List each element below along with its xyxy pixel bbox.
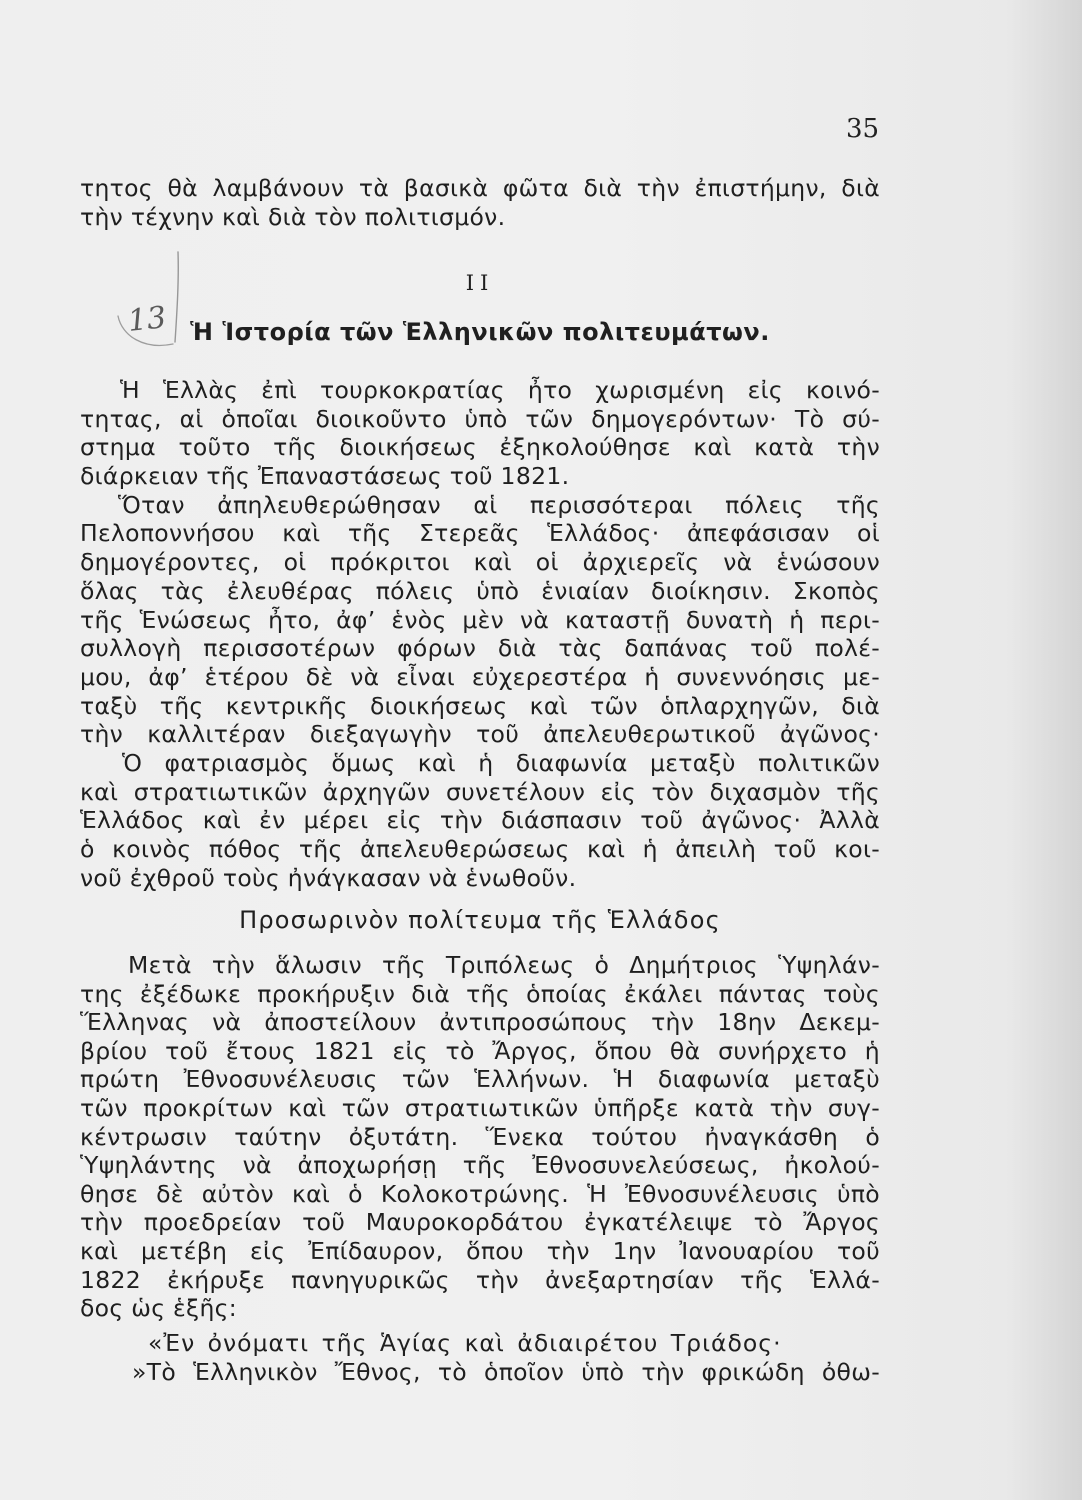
text-line: τῶν προκρίτων καὶ τῶν στρατιωτικῶν ὑπῆρξε κατὰ τὴν συγ- — [80, 1093, 880, 1122]
text-line: Μετὰ τὴν ἅλωσιν τῆς Τριπόλεως ὁ Δημήτριος Ὑψηλάν- — [128, 951, 880, 979]
text-line: νοῦ ἐχθροῦ τοὺς ἠνάγκασαν νὰ ἑνωθοῦν. — [80, 863, 577, 892]
margin-note: 13 — [126, 300, 168, 339]
text-line: μου, ἀφ’ ἑτέρου δὲ νὰ εἶναι εὐχερεστέρα ἡ συνεννόησις με- — [80, 662, 880, 691]
text-line: τὴν τέχνην καὶ διὰ τὸν πολιτισμόν. — [80, 202, 506, 231]
text-line: συλλογὴ περισσοτέρων φόρων διὰ τὰς δαπάνας τοῦ πολέ- — [80, 634, 880, 663]
text-line: καὶ μετέβη εἰς Ἐπίδαυρον, ὅπου τὴν 1ην Ἰανουαρίου τοῦ — [80, 1236, 880, 1265]
text-line: στημα τοῦτο τῆς διοικήσεως ἐξηκολούθησε καὶ κατὰ τὴν — [80, 433, 880, 462]
text-line: της ἐξέδωκε προκήρυξιν διὰ τῆς ὁποίας ἐκάλει πάντας τοὺς — [80, 979, 880, 1008]
section-heading: Ἡ Ἱστορία τῶν Ἑλληνικῶν πολιτευμάτων. — [190, 318, 770, 346]
text-line: τῆς Ἑνώσεως ἦτο, ἀφ’ ἑνὸς μὲν νὰ καταστῇ δυνατὴ ἡ περι- — [80, 605, 880, 634]
text-line: τὴν προεδρείαν τοῦ Μαυροκορδάτου ἐγκατέλειψε τὸ Ἄργος — [80, 1208, 880, 1237]
text-line: τητας, αἱ ὁποῖαι διοικοῦντο ὑπὸ τῶν δημογερόντων· Τὸ σύ- — [80, 404, 880, 433]
section-number: ΙΙ — [465, 271, 495, 295]
text-line: τὴν καλλιτέραν διεξαγωγὴν τοῦ ἀπελευθερωτικοῦ ἀγῶνος· — [80, 720, 880, 749]
page-number: 35 — [846, 114, 880, 144]
text-line: δημογέροντες, οἱ πρόκριτοι καὶ οἱ ἀρχιερεῖς νὰ ἑνώσουν — [80, 548, 880, 577]
text-line: Ὁ φατριασμὸς ὅμως καὶ ἡ διαφωνία μεταξὺ πολιτικῶν — [122, 748, 880, 777]
quote-line: »Τὸ Ἑλληνικὸν Ἔθνος, τὸ ὁποῖον ὑπὸ τὴν φρικώδη ὀθω- — [132, 1358, 880, 1386]
quote-line: «Ἐν ὀνόματι τῆς Ἁγίας καὶ ἀδιαιρέτου Τριάδος· — [148, 1329, 782, 1357]
text-line: κέντρωσιν ταύτην ὀξυτάτη. Ἕνεκα τούτου ἠναγκάσθη ὁ — [80, 1122, 880, 1151]
text-line: 1822 ἐκήρυξε πανηγυρικῶς τὴν ἀνεξαρτησίαν τῆς Ἑλλά- — [80, 1265, 880, 1294]
text-line: ταξὺ τῆς κεντρικῆς διοικήσεως καὶ τῶν ὁπλαρχηγῶν, διὰ — [80, 691, 880, 720]
text-line: ὅλας τὰς ἐλευθέρας πόλεις ὑπὸ ἑνιαίαν διοίκησιν. Σκοπὸς — [80, 576, 880, 605]
continuation-text — [80, 174, 880, 231]
text-line: βρίου τοῦ ἔτους 1821 εἰς τὸ Ἄργος, ὅπου θὰ συνήρχετο ἡ — [80, 1036, 880, 1065]
text-line: θησε δὲ αὐτὸν καὶ ὁ Κολοκοτρώνης. Ἡ Ἐθνοσυνέλευσις ὑπὸ — [80, 1179, 880, 1208]
text-line: καὶ στρατιωτικῶν ἀρχηγῶν συνετέλουν εἰς τὸν διχασμὸν τῆς — [80, 777, 880, 806]
text-line: διάρκειαν τῆς Ἐπαναστάσεως τοῦ 1821. — [80, 462, 570, 491]
subsection-heading: Προσωρινὸν πολίτευμα τῆς Ἑλλάδος — [239, 906, 721, 934]
text-line: Ὅταν ἀπηλευθερώθησαν αἱ περισσότεραι πόλεις τῆς — [118, 490, 880, 519]
subsection-body — [80, 951, 880, 1323]
text-line: τητος θὰ λαμβάνουν τὰ βασικὰ φῶτα διὰ τὴν ἐπιστήμην, διὰ — [80, 174, 880, 202]
text-line: πρώτη Ἐθνοσυνέλευσις τῶν Ἑλλήνων. Ἡ διαφωνία μεταξὺ — [80, 1065, 880, 1094]
text-line: Ὑψηλάντης νὰ ἀποχωρήσῃ τῆς Ἐθνοσυνελεύσεως, ἠκολού- — [80, 1151, 880, 1180]
text-line: Ἕλληνας νὰ ἀποστείλουν ἀντιπροσώπους τὴν 18ην Δεκεμ- — [80, 1008, 880, 1037]
section-body — [80, 376, 880, 892]
declaration-quote — [80, 1329, 880, 1387]
text-line: ὁ κοινὸς πόθος τῆς ἀπελευθερώσεως καὶ ἡ ἀπειλὴ τοῦ κοι- — [80, 835, 880, 863]
text-line: Πελοποννήσου καὶ τῆς Στερεᾶς Ἑλλάδος· ἀπεφάσισαν οἱ — [80, 519, 880, 548]
text-line: Ἡ Ἑλλὰς ἐπὶ τουρκοκρατίας ἦτο χωρισμένη εἰς κοινό- — [120, 376, 880, 404]
text-line: δος ὡς ἑξῆς: — [80, 1294, 237, 1323]
text-line: Ἑλλάδος καὶ ἐν μέρει εἰς τὴν διάσπασιν τοῦ ἀγῶνος· Ἀλλὰ — [80, 806, 880, 835]
